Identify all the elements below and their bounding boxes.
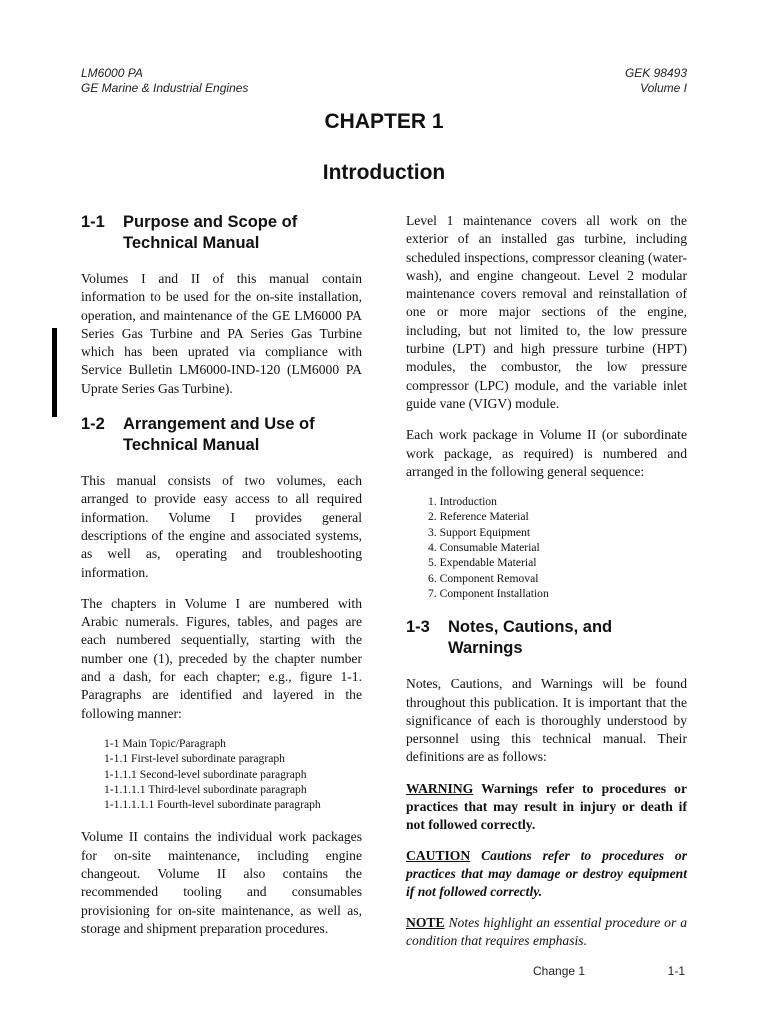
warning-label: WARNING bbox=[406, 780, 474, 796]
chapter-subtitle: Introduction bbox=[322, 161, 446, 184]
list-item: 2. Reference Material bbox=[428, 510, 529, 524]
note-block bbox=[406, 914, 687, 951]
paragraph-work-package: Each work package in Volume II (or subordinate work package, as required) is numbered and arranged in the following general sequence: bbox=[406, 427, 687, 479]
paragraph-chapter-numbering: The chapters in Volume I are numbered with Arabic numerals. Figures, tables, and pages are each numbered sequentially, starting with the number one (1), preceded by the chapter number and a dash, for each chapter; e.g., figure 1-1. Paragraphs are identified and layered in the following manner: bbox=[81, 595, 362, 721]
paragraph-notes-intro: Notes, Cautions, and Warnings will be found throughout this publication. It is important that the significance of each is thoroughly understood by personnel using this technical manual. Their definitions are as follows: bbox=[406, 676, 687, 765]
section-heading-1-1 bbox=[81, 212, 362, 254]
list-item: 1-1.1.1.1.1 Fourth-level subordinate paragraph bbox=[104, 798, 321, 812]
footer-page-number: 1-1 bbox=[667, 964, 685, 978]
section-title: Notes, Cautions, and Warnings bbox=[448, 618, 613, 658]
list-item: 3. Support Equipment bbox=[428, 525, 531, 539]
paragraph-purpose: Volumes I and II of this manual contain information to be used for the on-site installation, operation, and maintenance of the GE LM6000 PA Series Gas Turbine and PA Series Gas Turbine which has been uprated via compliance with Service Bulletin LM6000-IND-120 (LM6000 PA Uprate Series Gas Turbine). bbox=[81, 271, 362, 396]
section-title: Purpose and Scope of Technical Manual bbox=[123, 213, 298, 252]
left-column bbox=[81, 212, 362, 951]
change-bar bbox=[52, 328, 57, 417]
section-number: 1-1 bbox=[81, 213, 105, 231]
paragraph-volume-two: Volume II contains the individual work packages for on-site maintenance, including engine changeout. Volume II also contains the recommended tooling and consumables provisioning for on-site maintenance, as well as, storage and shipment preparation procedures. bbox=[81, 829, 362, 936]
caution-label: CAUTION bbox=[406, 847, 471, 863]
section-number: 1-3 bbox=[406, 618, 430, 637]
doc-org: GE Marine & Industrial Engines bbox=[81, 81, 249, 95]
chapter-title: CHAPTER 1 bbox=[324, 110, 444, 133]
list-item: 7. Component Installation bbox=[428, 586, 549, 600]
note-text: Notes highlight an essential procedure or a condition that requires emphasis. bbox=[406, 914, 687, 948]
warning-block bbox=[406, 780, 687, 835]
warning-text: Warnings refer to procedures or practices that may result in injury or death if not followed correctly. bbox=[406, 780, 687, 833]
caution-block bbox=[406, 847, 687, 902]
paragraph-volumes: This manual consists of two volumes, each arranged to provide easy access to all required information. Volume I provides general descriptions of the engine and associated systems, as well as, operating and troubleshooting information. bbox=[81, 473, 362, 580]
header-right bbox=[625, 66, 687, 96]
list-item: 5. Expendable Material bbox=[428, 556, 537, 570]
paragraph-maintenance-levels: Level 1 maintenance covers all work on the exterior of an installed gas turbine, including scheduled inspections, compressor cleaning (water-wash), and engine changeout. Level 2 modular maintenance covers removal and reinstallation of one or more major sections of the engine, including, but not limited to, the low pressure turbine (LPT) and high pressure turbine (HPT) modules, the combustor, the low pressure compressor (LPC) module, and the variable inlet guide vane (VIGV) module. bbox=[406, 213, 687, 411]
section-heading-1-2 bbox=[81, 414, 362, 456]
doc-volume: Volume I bbox=[640, 81, 687, 95]
list-item: 1-1.1.1.1 Third-level subordinate paragraph bbox=[104, 782, 307, 796]
note-label: NOTE bbox=[406, 914, 445, 930]
right-column bbox=[406, 212, 687, 962]
footer-change: Change 1 bbox=[533, 964, 586, 978]
paragraph-level-list bbox=[81, 736, 362, 812]
sequence-list bbox=[406, 494, 687, 601]
header-left bbox=[81, 66, 248, 96]
list-item: 6. Component Removal bbox=[428, 571, 539, 585]
list-item: 1-1 Main Topic/Paragraph bbox=[104, 736, 226, 750]
doc-number: GEK 98493 bbox=[624, 66, 687, 80]
doc-product: LM6000 PA bbox=[81, 66, 143, 80]
caution-text: Cautions refer to procedures or practices that may damage or destroy equipment if not followed correctly. bbox=[406, 847, 687, 900]
list-item: 1-1.1 First-level subordinate paragraph bbox=[104, 752, 285, 766]
section-title: Arrangement and Use of Technical Manual bbox=[123, 415, 315, 455]
section-heading-1-3 bbox=[406, 617, 687, 659]
list-item: 4. Consumable Material bbox=[428, 541, 540, 555]
list-item: 1. Introduction bbox=[428, 495, 497, 509]
list-item: 1-1.1.1 Second-level subordinate paragraph bbox=[104, 767, 307, 781]
section-number: 1-2 bbox=[81, 415, 105, 434]
